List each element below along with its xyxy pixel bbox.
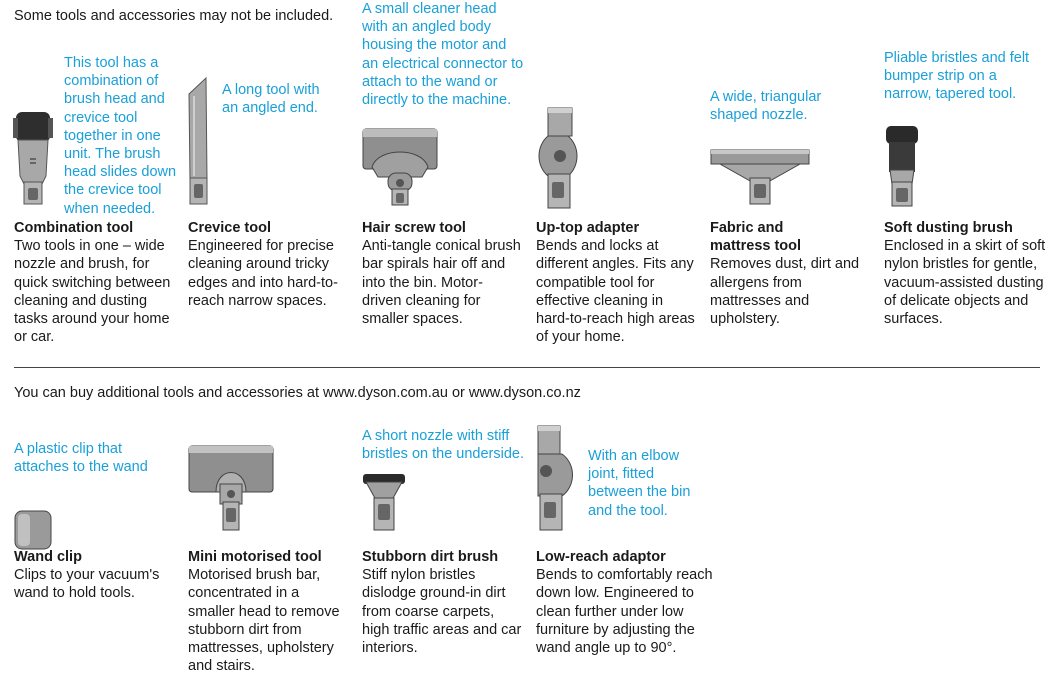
hair-screw-tool-icon [362, 127, 438, 207]
fabric-mattress-tool-entry [710, 219, 870, 328]
combination-tool-icon [12, 110, 54, 206]
combination-tool-entry [14, 219, 174, 346]
combination-tool-callout: This tool has a combination of brush head and crevice tool together in one unit. The brush head slides down the crevice tool when needed. [64, 55, 177, 217]
crevice-tool-callout: A long tool with an angled end. [222, 82, 320, 117]
tool-name: Mini motorised tool [188, 549, 322, 565]
crevice-tool-icon [186, 76, 212, 206]
tool-description: Removes dust, dirt and allergens from mattresses and upholstery. [710, 256, 860, 328]
wand-clip-icon [14, 510, 52, 550]
crevice-tool-entry [188, 219, 348, 310]
hair-screw-tool-callout: A small cleaner head with an angled body housing the motor and an electrical connector to attach to the wand or directly to the machine. [362, 1, 524, 109]
fabric-mattress-tool-icon [710, 148, 810, 206]
tool-name: Low-reach adaptor [536, 549, 666, 565]
tool-description: Motorised brush bar, concentrated in a smaller head to remove stubborn dirt from mattresses, upholstery and stairs. [188, 567, 340, 675]
low-reach-adaptor-entry [536, 548, 720, 657]
up-top-adapter-entry [536, 219, 696, 346]
hair-screw-tool-entry [362, 219, 522, 328]
wand-clip-entry [14, 548, 174, 603]
tool-description: Stiff nylon bristles dislodge ground-in dirt from coarse carpets, high traffic areas and car interiors. [362, 567, 522, 657]
tool-name: Soft dusting brush [884, 220, 1013, 236]
section-divider [14, 367, 1040, 368]
tool-description: Engineered for precise cleaning around tricky edges and into hard-to-reach narrow spaces. [188, 238, 338, 309]
tool-name: Stubborn dirt brush [362, 549, 499, 565]
tool-name: Wand clip [14, 549, 82, 565]
tool-description: Clips to your vacuum's wand to hold tools. [14, 567, 160, 602]
tool-description: Bends and locks at different angles. Fits any compatible tool for effective cleaning in hard-to-reach high areas of your home. [536, 238, 695, 346]
tool-description: Enclosed in a skirt of soft nylon bristles for gentle, vacuum-assisted dusting of delicate objects and surfaces. [884, 238, 1046, 328]
up-top-adapter-icon [536, 106, 580, 210]
mini-motorised-tool-icon [188, 444, 274, 532]
low-reach-adaptor-callout: With an elbow joint, fitted between the bin and the tool. [588, 448, 691, 519]
stubborn-dirt-brush-icon [362, 472, 406, 532]
stubborn-dirt-brush-entry [362, 548, 522, 657]
tool-description: Two tools in one – wide nozzle and brush, for quick switching between cleaning and dusting tasks around your home or car. [14, 238, 171, 346]
tool-name: Up-top adapter [536, 220, 640, 236]
soft-dusting-brush-callout: Pliable bristles and felt bumper strip on a narrow, tapered tool. [884, 50, 1030, 103]
tool-name: Crevice tool [188, 220, 271, 236]
wand-clip-callout: A plastic clip that attaches to the wand [14, 441, 148, 476]
mini-motorised-tool-entry [188, 548, 348, 675]
purchase-note: You can buy additional tools and accessories at www.dyson.com.au or www.dyson.co.nz [14, 385, 581, 401]
soft-dusting-brush-entry [884, 219, 1050, 328]
low-reach-adaptor-icon [536, 424, 576, 532]
tool-name: Hair screw tool [362, 220, 466, 236]
availability-note: Some tools and accessories may not be included. [14, 8, 334, 24]
tool-name: Fabric and mattress tool [710, 220, 802, 255]
tool-name: Combination tool [14, 220, 134, 236]
tool-description: Bends to comfortably reach down low. Engineered to clean further under low furniture by adjusting the wand angle up to 90°. [536, 567, 713, 657]
stubborn-dirt-brush-callout: A short nozzle with stiff bristles on the underside. [362, 428, 525, 463]
fabric-mattress-tool-callout: A wide, triangular shaped nozzle. [710, 89, 822, 124]
soft-dusting-brush-icon [884, 124, 920, 208]
tool-description: Anti-tangle conical brush bar spirals hair off and into the bin. Motor-driven cleaning for smaller spaces. [362, 238, 521, 328]
